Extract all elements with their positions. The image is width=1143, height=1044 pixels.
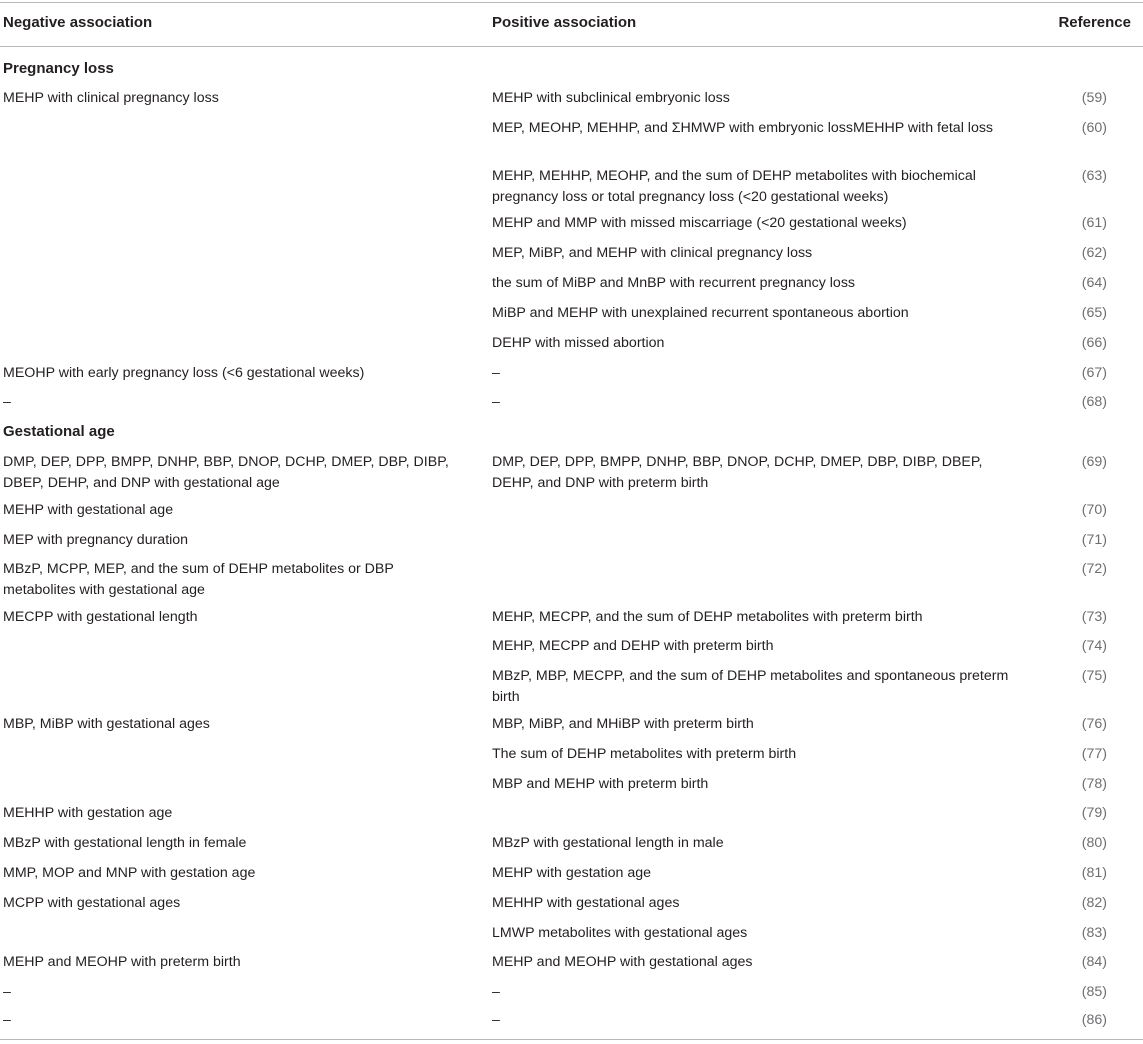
table-cell-positive: MEHP with gestation age [492, 865, 652, 881]
table-cell-reference: (78) [1081, 776, 1107, 792]
table-cell-reference: (80) [1081, 835, 1107, 851]
table-cell-reference: (75) [1081, 668, 1107, 684]
table-cell-positive: MEHP with subclinical embryonic loss [492, 90, 730, 106]
table-cell-negative: MBzP, MCPP, MEP, and the sum of DEHP metabolites or DBP metabolites with gestational age [3, 561, 394, 598]
table-cell-positive: MEHP and MMP with missed miscarriage (<20 gestational weeks) [492, 215, 907, 231]
table-cell-reference: (76) [1081, 716, 1107, 732]
table-cell-negative: MMP, MOP and MNP with gestation age [3, 865, 256, 881]
table-cell-positive: MEHHP with gestational ages [492, 895, 680, 911]
table-cell-negative: MBP, MiBP with gestational ages [3, 716, 210, 732]
table-cell-negative: MCPP with gestational ages [3, 895, 181, 911]
table-cell-negative: – [3, 1012, 11, 1028]
table-cell-reference: (65) [1081, 305, 1107, 321]
table-cell-reference: (81) [1081, 865, 1107, 881]
table-cell-reference: (84) [1081, 954, 1107, 970]
section-title-gestational-age: Gestational age [3, 423, 115, 440]
table-cell-positive: MEHP and MEOHP with gestational ages [492, 954, 753, 970]
table-cell-reference: (82) [1081, 895, 1107, 911]
table-cell-reference: (64) [1081, 275, 1107, 291]
table-cell-positive: DMP, DEP, DPP, BMPP, DNHP, BBP, DNOP, DCHP, DMEP, DBP, DIBP, DBEP, DEHP, and DNP with preterm birth [492, 454, 983, 491]
table-cell-positive: MEHP, MEHHP, MEOHP, and the sum of DEHP metabolites with biochemical pregnancy loss or total pregnancy loss (<20 gestational weeks) [492, 168, 976, 205]
table-cell-positive: MEP, MEOHP, MEHHP, and ΣHMWP with embryonic lossMEHHP with fetal loss [492, 120, 994, 136]
table-cell-reference: (61) [1081, 215, 1107, 231]
table-cell-reference: (62) [1081, 245, 1107, 261]
table-cell-reference: (71) [1081, 532, 1107, 548]
table-cell-reference: (63) [1081, 168, 1107, 184]
section-title-pregnancy-loss: Pregnancy loss [3, 60, 114, 77]
table-cell-reference: (68) [1081, 394, 1107, 410]
table-cell-reference: (74) [1081, 638, 1107, 654]
table-cell-reference: (79) [1081, 805, 1107, 821]
table-cell-negative: MEHHP with gestation age [3, 805, 173, 821]
table-cell-negative: MEHP with gestational age [3, 502, 174, 518]
table-cell-negative: MBzP with gestational length in female [3, 835, 247, 851]
table-cell-positive: DEHP with missed abortion [492, 335, 665, 351]
table-cell-positive: MBzP with gestational length in male [492, 835, 724, 851]
column-header-positive: Positive association [492, 14, 637, 31]
table-cell-negative: MEHP with clinical pregnancy loss [3, 90, 219, 106]
table-cell-positive: – [492, 1012, 500, 1028]
table-cell-reference: (70) [1081, 502, 1107, 518]
table-cell-reference: (85) [1081, 984, 1107, 1000]
table-cell-positive: the sum of MiBP and MnBP with recurrent pregnancy loss [492, 275, 856, 291]
table-bottom-rule [0, 1039, 1143, 1040]
table-cell-reference: (67) [1081, 365, 1107, 381]
table-cell-positive: MEHP, MECPP, and the sum of DEHP metabolites with preterm birth [492, 609, 923, 625]
table-cell-positive: – [492, 365, 500, 381]
table-cell-negative: MEOHP with early pregnancy loss (<6 gestational weeks) [3, 365, 365, 381]
table-cell-positive: MiBP and MEHP with unexplained recurrent spontaneous abortion [492, 305, 909, 321]
table-cell-reference: (72) [1081, 561, 1107, 577]
table-cell-reference: (73) [1081, 609, 1107, 625]
column-header-reference: Reference [1058, 14, 1131, 31]
table-cell-positive: – [492, 984, 500, 1000]
table-cell-reference: (66) [1081, 335, 1107, 351]
table-cell-positive: The sum of DEHP metabolites with preterm birth [492, 746, 797, 762]
table-cell-reference: (59) [1081, 90, 1107, 106]
table-cell-negative: MEHP and MEOHP with preterm birth [3, 954, 241, 970]
table-cell-positive: MBP and MEHP with preterm birth [492, 776, 709, 792]
table-cell-negative: DMP, DEP, DPP, BMPP, DNHP, BBP, DNOP, DCHP, DMEP, DBP, DIBP, DBEP, DEHP, and DNP with gestational age [3, 454, 449, 491]
table-cell-positive: MEP, MiBP, and MEHP with clinical pregnancy loss [492, 245, 813, 261]
table-cell-reference: (86) [1081, 1012, 1107, 1028]
table-cell-positive: MBzP, MBP, MECPP, and the sum of DEHP metabolites and spontaneous preterm birth [492, 668, 1009, 705]
table-cell-reference: (83) [1081, 925, 1107, 941]
table-cell-positive: LMWP metabolites with gestational ages [492, 925, 748, 941]
table-cell-positive: MEHP, MECPP and DEHP with preterm birth [492, 638, 774, 654]
table-header-rule [0, 46, 1143, 47]
table-cell-negative: – [3, 984, 11, 1000]
table-cell-positive: – [492, 394, 500, 410]
table-cell-positive: MBP, MiBP, and MHiBP with preterm birth [492, 716, 754, 732]
table-cell-reference: (77) [1081, 746, 1107, 762]
table-cell-negative: MEP with pregnancy duration [3, 532, 189, 548]
table-cell-reference: (60) [1081, 120, 1107, 136]
column-header-negative: Negative association [3, 14, 153, 31]
table-top-rule [0, 2, 1143, 3]
table-cell-negative: MECPP with gestational length [3, 609, 198, 625]
table-cell-negative: – [3, 394, 11, 410]
table-cell-reference: (69) [1081, 454, 1107, 470]
